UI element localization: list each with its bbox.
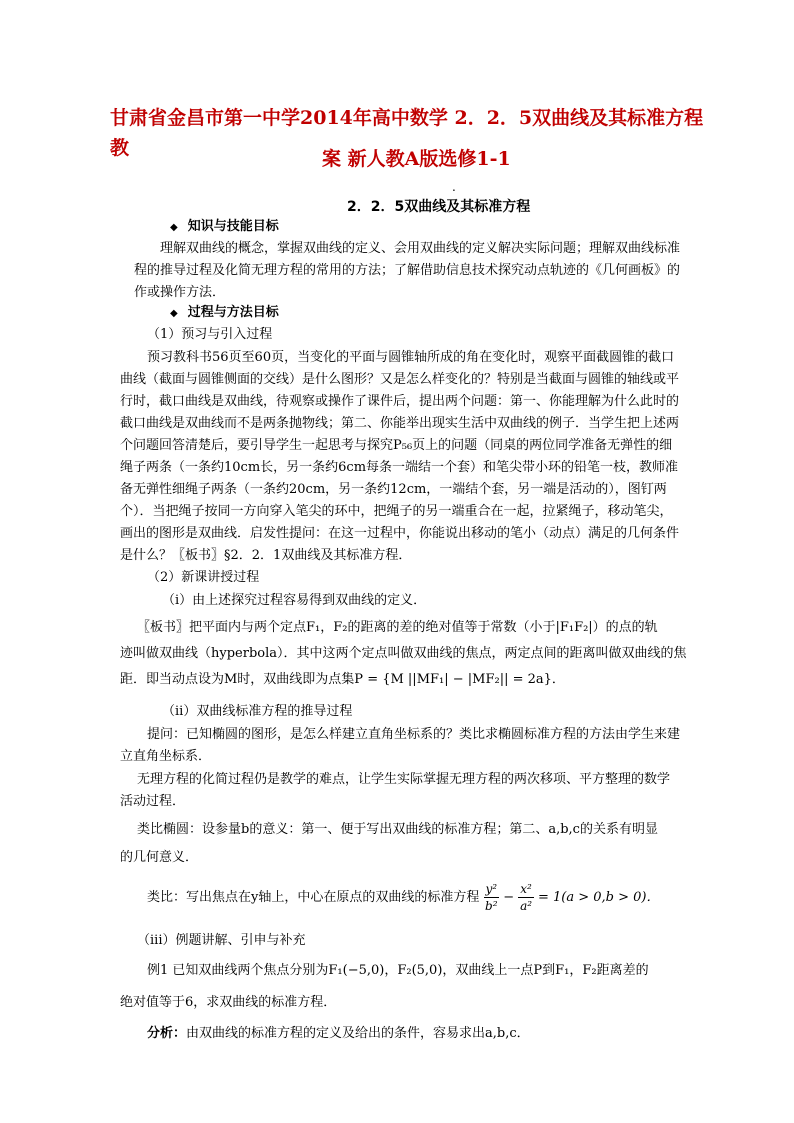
text-line: 提问：已知椭圆的图形，是怎么样建立直角坐标系的？类比求椭圆标准方程的方法由学生来建: [147, 727, 681, 742]
document-title-line-1: 甘肃省金昌市第一中学2014年高中数学 2．2．5双曲线及其标准方程教: [110, 107, 704, 159]
subsection-heading: （2）新课讲授过程: [147, 570, 260, 585]
fraction-numerator: x²: [520, 882, 532, 896]
text-line: 个问题回答清楚后，要引导学生一起思考与探究P₅₆页上的问题（同桌的两位同学准备无弹性的细: [120, 438, 673, 453]
equation-prefix: 类比：写出焦点在y轴上，中心在原点的双曲线的标准方程: [147, 890, 480, 905]
definition-line: 〖板书〗把平面内与两个定点F₁，F₂的距离的差的绝对值等于常数（小于|F₁F₂|）的点的轨: [137, 620, 658, 635]
section-heading-text: 知识与技能目标: [187, 219, 279, 234]
text-line: 的几何意义．: [120, 850, 199, 865]
fraction-denominator: b²: [485, 899, 498, 913]
text-line: 个）．当把绳子按同一方向穿入笔尖的环中，把绳子的另一端重合在一起，拉紧绳子，移动笔尖，: [120, 504, 673, 519]
example-line: 绝对值等于6，求双曲线的标准方程．: [120, 995, 337, 1010]
document-title-line-2: 案 新人教A版选修1-1: [322, 148, 511, 170]
equation-suffix: = 1(a > 0,b > 0)．: [538, 890, 660, 905]
separator-dot: .: [452, 180, 456, 194]
analysis-line: [147, 1025, 530, 1043]
text-line: 备无弹性细绳子两条（一条约20cm，另一条约12cm，一端结个套，另一端是活动的），图钉两: [120, 482, 667, 497]
text-line: 无理方程的化简过程仍是教学的难点，让学生实际掌握无理方程的两次移项、平方整理的数学: [137, 772, 671, 787]
text-line: 程的推导过程及化简无理方程的常用的方法；了解借助信息技术探究动点轨迹的《几何画板》的: [134, 263, 681, 278]
analysis-text: 由双曲线的标准方程的定义及给出的条件，容易求出a,b,c．: [186, 1026, 530, 1041]
diamond-icon: ◆: [170, 308, 178, 319]
text-line: 活动过程．: [120, 794, 186, 809]
text-line: 绳子两条（一条约10cm长，另一条约6cm每条一端结一个套）和笔尖带小环的铅笔一枝，教师准: [120, 460, 679, 475]
equation-line: [147, 880, 660, 916]
text-line: 曲线（截面与圆锥侧面的交线）是什么图形？又是怎么样变化的？特别是当截面与圆锥的轴线或平: [120, 372, 680, 387]
definition-line: 距．即当动点设为M时，双曲线即为点集P = {M ||MF₁| − |MF₂|| = 2a}．: [120, 672, 565, 687]
definition-line: 迹叫做双曲线（hyperbola）．其中这两个定点叫做双曲线的焦点，两定点间的距离叫做双曲线的焦: [120, 646, 687, 661]
text-line: 理解双曲线的概念，掌握双曲线的定义、会用双曲线的定义解决实际问题；理解双曲线标准: [160, 241, 681, 256]
fraction-numerator: y²: [485, 882, 498, 896]
example-line: 例1 已知双曲线两个焦点分别为F₁(−5,0)，F₂(5,0)，双曲线上一点P到F₁，F₂距离差的: [147, 963, 649, 978]
subsection-heading: （1）预习与引入过程: [147, 327, 273, 342]
fraction-x: [518, 881, 534, 914]
section-heading-text: 过程与方法目标: [187, 305, 279, 320]
section-heading-process: [170, 304, 279, 323]
text-line: 预习教科书56页至60页，当变化的平面与圆锥轴所成的角在变化时，观察平面截圆锥的截口: [147, 350, 675, 365]
text-line: 作或操作方法．: [134, 285, 226, 300]
text-line: 立直角坐标系．: [120, 749, 212, 764]
diamond-icon: ◆: [170, 222, 178, 233]
lesson-title: 2．2．5双曲线及其标准方程: [347, 199, 531, 215]
subsection-heading: （ii）双曲线标准方程的推导过程: [162, 704, 353, 719]
analysis-label: 分析：: [147, 1026, 187, 1041]
text-line: 行时，截口曲线是双曲线，待观察或操作了课件后，提出两个问题：第一、你能理解为什么此时的: [120, 394, 680, 409]
section-heading-knowledge: [170, 218, 279, 237]
fraction-denominator: a²: [520, 899, 533, 913]
text-line: 是什么？〖板书〗§2．2．1双曲线及其标准方程．: [120, 548, 412, 563]
fraction-y: [484, 881, 500, 914]
text-line: 画出的图形是双曲线．启发性提问：在这一过程中，你能说出移动的笔小（动点）满足的几何条件: [120, 526, 680, 541]
text-line: 截口曲线是双曲线而不是两条抛物线；第二、你能举出现实生活中双曲线的例子．当学生把上述两: [120, 416, 680, 431]
subsection-heading: （i）由上述探究过程容易得到双曲线的定义．: [162, 593, 427, 608]
text-line: 类比椭圆：设参量b的意义：第一、便于写出双曲线的标准方程；第二、a,b,c的关系有明显: [137, 822, 658, 837]
subsection-heading: （iii）例题讲解、引申与补充: [137, 933, 306, 948]
minus-sign: −: [503, 890, 515, 905]
